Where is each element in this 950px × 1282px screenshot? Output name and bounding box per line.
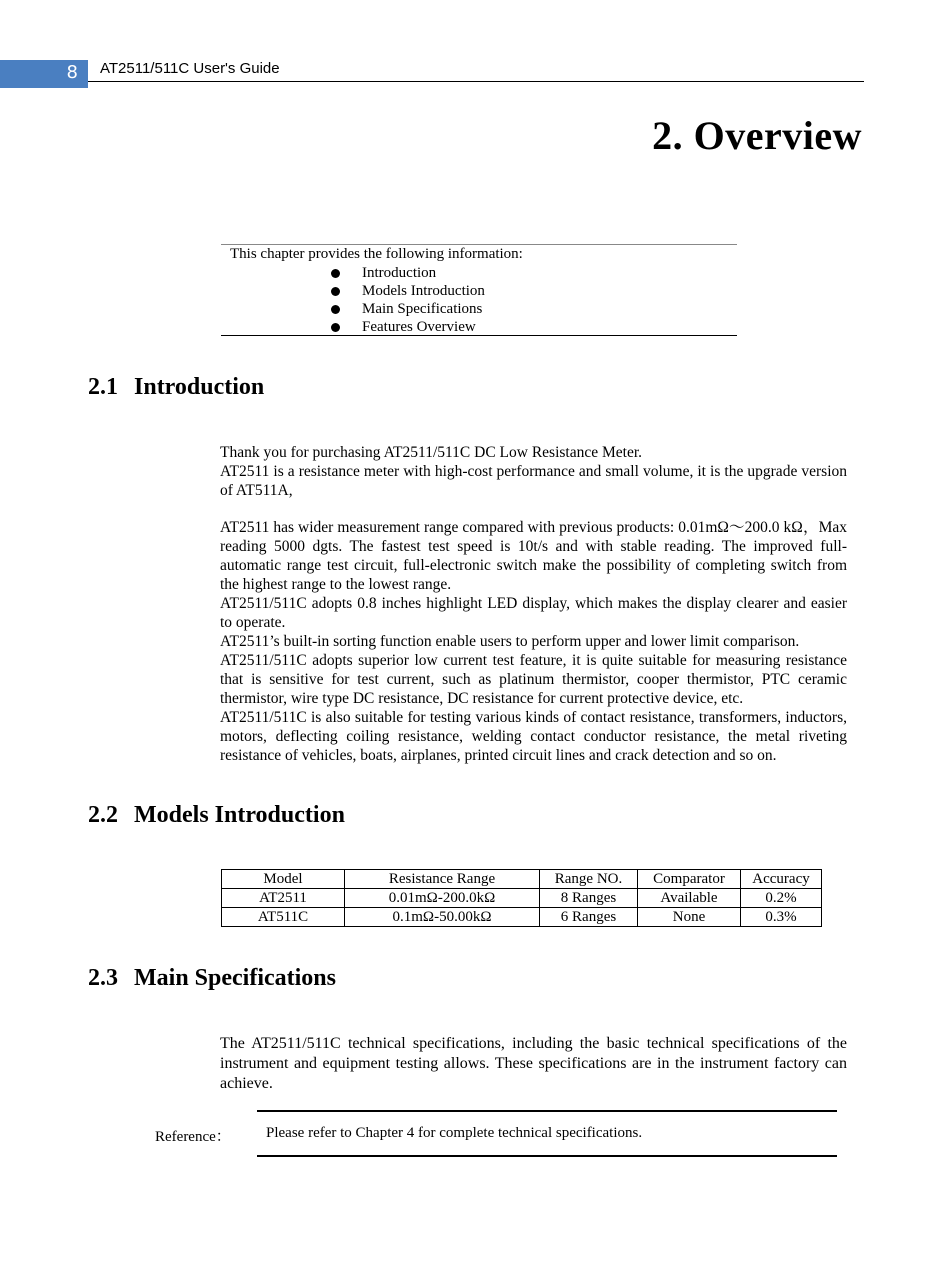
models-table <box>221 869 822 927</box>
intro-paragraph-4: AT2511/511C adopts 0.8 inches highlight LED display, which makes the display clearer and easier to operate. <box>220 595 847 631</box>
table-row <box>222 889 822 908</box>
table-header-cell: Resistance Range <box>345 870 540 889</box>
table-header-row <box>222 870 822 889</box>
reference-text: Please refer to Chapter 4 for complete technical specifications. <box>266 1125 643 1141</box>
header-rule <box>88 81 864 82</box>
chapter-title: 2. Overview <box>652 113 862 158</box>
intro-paragraph-7: AT2511/511C is also suitable for testing various kinds of contact resistance, transformers, inductors, motors, deflecting coiling resistance, welding contact conductor resistance, the metal riveting resistance of vehicles, boats, airplanes, printed circuit lines and crack detection and so on. <box>220 709 847 764</box>
info-box-top-rule <box>221 244 737 245</box>
table-cell: 8 Ranges <box>540 889 638 908</box>
intro-paragraph-3: AT2511 has wider measurement range compared with previous products: 0.01mΩ～200.0 kΩ，Max reading 5000 dgts. The fastest test speed is 10t/s and with stable reading. The improved full-automatic range test circuit, full-electronic switch make the possibility of completing switch from the highest range to the lowest range. <box>220 519 847 593</box>
reference-label: Reference： <box>155 1129 231 1145</box>
bullet-icon <box>331 305 340 314</box>
list-item: Features Overview <box>330 318 485 336</box>
table-cell: 6 Ranges <box>540 908 638 927</box>
bullet-icon <box>331 287 340 296</box>
table-cell: 0.01mΩ-200.0kΩ <box>345 889 540 908</box>
table-row <box>222 908 822 927</box>
bullet-icon <box>331 269 340 278</box>
info-box-bottom-rule <box>221 335 737 336</box>
page-number-tab <box>0 60 88 88</box>
guide-title: AT2511/511C User's Guide <box>100 60 280 77</box>
table-header-cell: Comparator <box>638 870 741 889</box>
reference-top-rule <box>257 1110 837 1112</box>
table-cell: 0.2% <box>741 889 822 908</box>
table-cell: 0.3% <box>741 908 822 927</box>
specs-paragraph: The AT2511/511C technical specifications, including the basic technical specifications of the instrument and equipment testing allows. These specifications are in the instrument factory can achieve. <box>220 1035 847 1092</box>
table-cell: Available <box>638 889 741 908</box>
list-item: Models Introduction <box>330 282 485 300</box>
section-heading-specifications: 2.3 Main Specifications <box>88 965 336 991</box>
intro-paragraph-6: AT2511/511C adopts superior low current test feature, it is quite suitable for measuring resistance that is sensitive for test current, such as platinum thermistor, cooper thermistor, PTC ceramic thermistor, wire type DC resistance, DC resistance for current protective device, etc. <box>220 652 847 707</box>
info-box-list <box>330 264 485 336</box>
table-header-cell: Range NO. <box>540 870 638 889</box>
section-heading-models: 2.2 Models Introduction <box>88 802 345 828</box>
table-cell: 0.1mΩ-50.00kΩ <box>345 908 540 927</box>
section-heading-introduction: 2.1 Introduction <box>88 374 265 400</box>
table-header-cell: Model <box>222 870 345 889</box>
page-number: 8 <box>66 62 78 83</box>
table-cell: AT511C <box>222 908 345 927</box>
reference-bottom-rule <box>257 1155 837 1157</box>
bullet-icon <box>331 323 340 332</box>
list-item: Introduction <box>330 264 485 282</box>
info-box-intro: This chapter provides the following information: <box>230 246 523 262</box>
table-cell: None <box>638 908 741 927</box>
intro-paragraph-5: AT2511’s built-in sorting function enable users to perform upper and lower limit comparison. <box>220 633 800 650</box>
table-cell: AT2511 <box>222 889 345 908</box>
table-header-cell: Accuracy <box>741 870 822 889</box>
intro-paragraph-2: AT2511 is a resistance meter with high-cost performance and small volume, it is the upgrade version of AT511A, <box>220 463 847 499</box>
list-item: Main Specifications <box>330 300 485 318</box>
intro-paragraph-1: Thank you for purchasing AT2511/511C DC Low Resistance Meter. <box>220 444 643 461</box>
